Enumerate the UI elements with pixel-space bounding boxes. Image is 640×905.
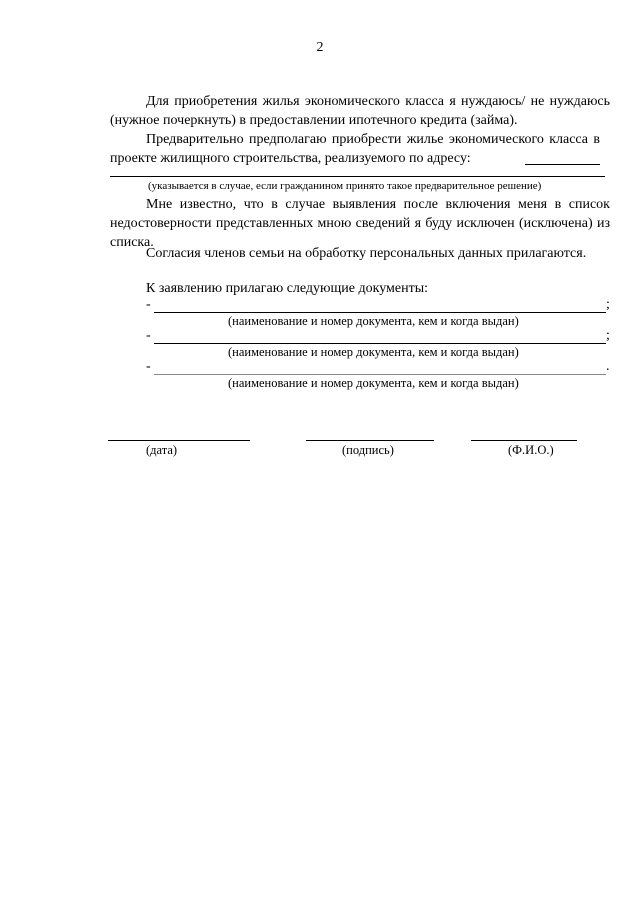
paragraph-documents-intro-text: К заявлению прилагаю следующие документы: [146, 281, 429, 296]
document-2-dash: - [146, 328, 151, 343]
document-1-dash: - [146, 297, 151, 312]
signature-field[interactable] [306, 440, 434, 441]
full-name-label: (Ф.И.О.) [508, 443, 554, 457]
paragraph-address [110, 130, 600, 168]
document-1-caption: (наименование и номер документа, кем и когда выдан) [228, 314, 519, 328]
document-3-caption: (наименование и номер документа, кем и когда выдан) [228, 376, 519, 390]
date-label: (дата) [146, 443, 178, 457]
full-name-field[interactable] [471, 440, 577, 441]
document-3-field[interactable] [154, 374, 606, 375]
page-number: 2 [316, 40, 324, 55]
document-3-dash: - [146, 359, 151, 374]
address-inline-field[interactable] [525, 164, 600, 165]
address-field-line[interactable] [110, 176, 605, 177]
signature-label: (подпись) [342, 443, 394, 457]
document-1-end: ; [606, 297, 610, 312]
document-2-field[interactable] [154, 343, 606, 344]
paragraph-mortgage-need [110, 92, 610, 130]
document-2-end: ; [606, 328, 610, 343]
document-1-field[interactable] [154, 312, 606, 313]
paragraph-exclusion-notice-text: Мне известно, что в случае выявления после включения меня в список недостоверности представленных мною сведений я буду исключен (исключена) из списка. [110, 197, 610, 250]
document-3-end: . [606, 359, 610, 374]
address-caption: (указывается в случае, если гражданином принято такое предварительное решение) [148, 180, 542, 192]
paragraph-mortgage-need-text: Для приобретения жилья экономического класса я нуждаюсь/ не нуждаюсь (нужное почеркнуть) в предоставлении ипотечного кредита (займа). [110, 94, 610, 128]
paragraph-consent-text: Согласия членов семьи на обработку персональных данных прилагаются. [146, 246, 587, 261]
paragraph-address-text: Предварительно предполагаю приобрести жилье экономического класса в проекте жилищного строительства, реализуемого по адресу: [110, 132, 600, 166]
document-2-caption: (наименование и номер документа, кем и когда выдан) [228, 345, 519, 359]
date-field[interactable] [108, 440, 250, 441]
paragraph-documents-intro [110, 279, 610, 298]
paragraph-consent [110, 244, 610, 263]
